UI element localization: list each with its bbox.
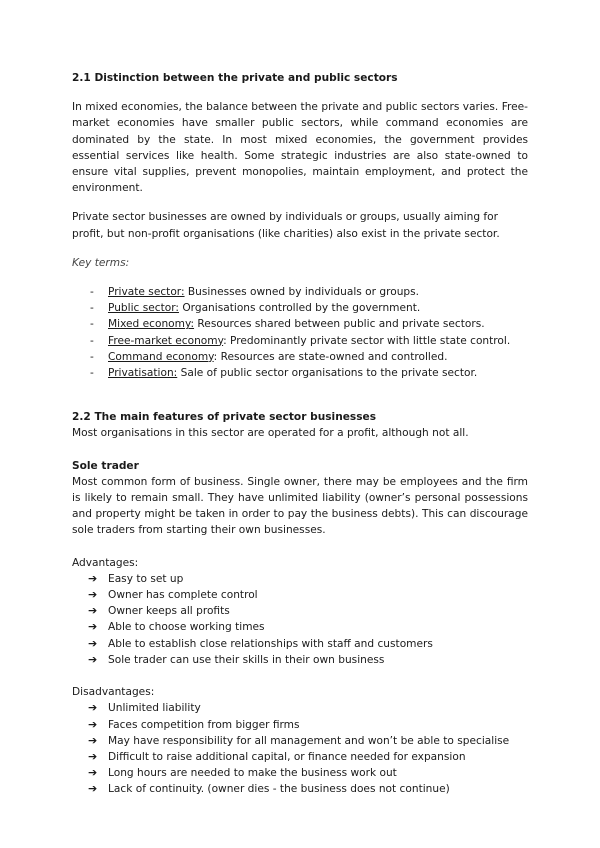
key-terms-label: Key terms:: [72, 256, 130, 269]
mixed-economies-paragraph: In mixed economies, the balance between the private and public sectors varies. Free-market economies have smaller public sectors, while command economies are dominated by the state. In most mixed economies, the government provides essential services like health. Some strategic industries are also state-owned to ensure vital supplies, prevent monopolies, maintain employment, and protect the environment.: [72, 101, 528, 195]
sole-trader-paragraph: Most common form of business. Single owner, there may be employees and the firm is likely to remain small. They have unlimited liability (owner’s personal possessions and property might be taken in order to pay the business debts). This can discourage sole traders from starting their own businesses.: [72, 475, 528, 537]
key-term: Public sector:: [108, 302, 179, 315]
disadvantage-text: Difficult to raise additional capital, or finance needed for expansion: [108, 750, 466, 763]
private-sector-paragraph: Private sector businesses are owned by individuals or groups, usually aiming for profit, but non-profit organisations (like charities) also exist in the private sector.: [72, 211, 500, 240]
advantage-text: Owner keeps all profits: [108, 605, 230, 618]
arrow-right-icon: ➔: [88, 733, 98, 747]
advantage-item: [72, 603, 528, 619]
key-term-item: [72, 316, 528, 332]
key-term-item: [72, 365, 528, 381]
arrow-right-icon: ➔: [88, 588, 98, 602]
advantages-label: Advantages:: [72, 556, 139, 569]
advantage-item: [72, 571, 528, 587]
key-term-item: [72, 349, 528, 365]
key-term: Privatisation:: [108, 367, 178, 380]
arrow-right-icon: ➔: [88, 717, 98, 731]
key-terms-list: [72, 284, 528, 381]
disadvantage-text: Unlimited liability: [108, 702, 201, 715]
key-term-definition: Resources shared between public and private sectors.: [194, 318, 485, 331]
advantage-text: Able to choose working times: [108, 621, 265, 634]
key-term-definition: Businesses owned by individuals or groups.: [184, 286, 420, 299]
disadvantage-item: [72, 700, 528, 716]
advantage-text: Sole trader can use their skills in their own business: [108, 653, 385, 666]
disadvantage-item: [72, 765, 528, 781]
arrow-right-icon: ➔: [88, 636, 98, 650]
disadvantage-text: Faces competition from bigger firms: [108, 718, 300, 731]
advantage-item: [72, 587, 528, 603]
disadvantages-list: [72, 700, 528, 797]
private-sector-intro: Most organisations in this sector are operated for a profit, although not all.: [72, 427, 469, 440]
advantage-item: [72, 652, 528, 668]
arrow-right-icon: ➔: [88, 571, 98, 585]
key-term: Private sector:: [108, 286, 185, 299]
advantage-item: [72, 619, 528, 635]
arrow-right-icon: ➔: [88, 782, 98, 796]
key-term-definition: : Predominantly private sector with little state control.: [223, 334, 511, 347]
disadvantage-item: [72, 781, 528, 797]
document-page: [72, 70, 528, 798]
arrow-right-icon: ➔: [88, 652, 98, 666]
arrow-right-icon: ➔: [88, 604, 98, 618]
disadvantages-label: Disadvantages:: [72, 686, 155, 699]
advantage-text: Able to establish close relationships with staff and customers: [108, 637, 433, 650]
advantage-text: Owner has complete control: [108, 589, 258, 602]
key-term: Command economy: [108, 350, 214, 363]
key-term-definition: Organisations controlled by the government.: [178, 302, 421, 315]
disadvantage-item: [72, 717, 528, 733]
advantage-item: [72, 636, 528, 652]
advantages-list: [72, 571, 528, 668]
arrow-right-icon: ➔: [88, 620, 98, 634]
disadvantage-text: May have responsibility for all management and won’t be able to specialise: [108, 734, 510, 747]
disadvantage-item: [72, 749, 528, 765]
advantage-text: Easy to set up: [108, 572, 184, 585]
section-2-1-heading: 2.1 Distinction between the private and public sectors: [72, 72, 398, 84]
disadvantage-item: [72, 733, 528, 749]
key-term-item: [72, 300, 528, 316]
disadvantage-text: Long hours are needed to make the business work out: [108, 767, 397, 780]
key-term-item: [72, 284, 528, 300]
arrow-right-icon: ➔: [88, 701, 98, 715]
sole-trader-heading: Sole trader: [72, 459, 139, 472]
key-term-definition: : Resources are state-owned and controlled.: [213, 350, 448, 363]
key-term: Free-market economy: [108, 334, 224, 347]
key-term-item: [72, 333, 528, 349]
arrow-right-icon: ➔: [88, 749, 98, 763]
disadvantage-text: Lack of continuity. (owner dies - the business does not continue): [108, 783, 450, 796]
section-2-2-heading: 2.2 The main features of private sector businesses: [72, 411, 377, 424]
key-term-definition: Sale of public sector organisations to the private sector.: [177, 367, 478, 380]
key-term: Mixed economy:: [108, 318, 195, 331]
arrow-right-icon: ➔: [88, 766, 98, 780]
